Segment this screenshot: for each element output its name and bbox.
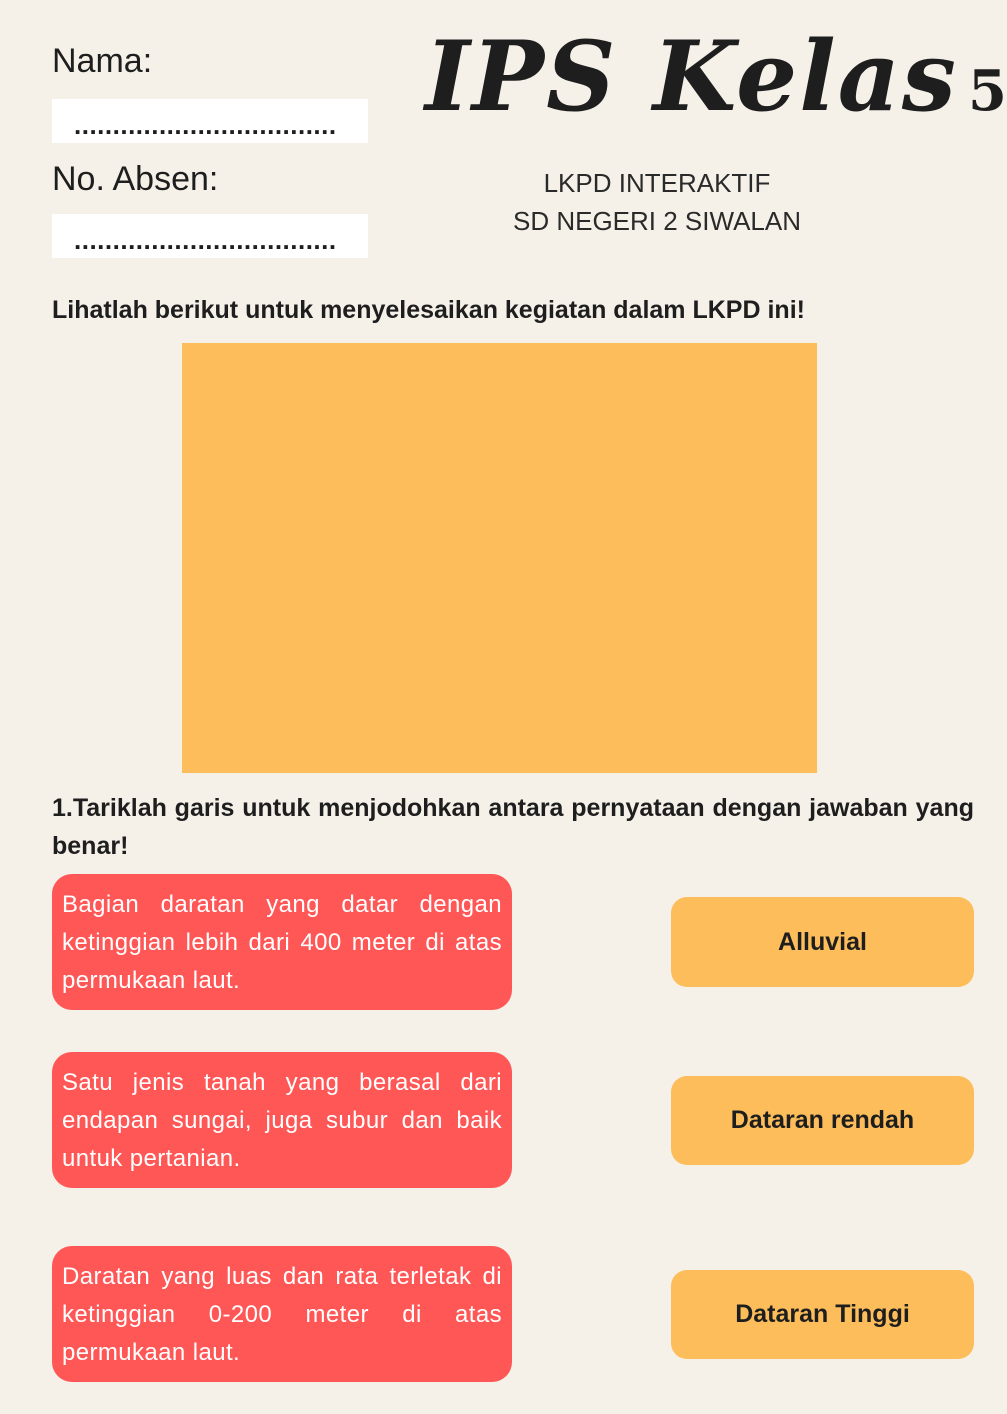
- absen-label: No. Absen:: [52, 160, 219, 198]
- statement-card-2[interactable]: Satu jenis tanah yang berasal dari endapan sungai, juga subur dan baik untuk pertanian.: [52, 1052, 512, 1188]
- question-text: 1.Tariklah garis untuk menjodohkan antara pernyataan dengan jawaban yang benar!: [52, 794, 974, 860]
- instruction-text: Lihatlah berikut untuk menyelesaikan kegiatan dalam LKPD ini!: [52, 296, 805, 324]
- answer-card-dataran-rendah[interactable]: Dataran rendah: [671, 1076, 974, 1165]
- statement-card-3[interactable]: Daratan yang luas dan rata terletak di ketinggian 0-200 meter di atas permukaan laut.: [52, 1246, 512, 1382]
- statement-card-1[interactable]: Bagian daratan yang datar dengan ketinggian lebih dari 400 meter di atas permukaan laut.: [52, 874, 512, 1010]
- illustration-image: [182, 343, 817, 773]
- name-input[interactable]: ..................................: [52, 99, 368, 143]
- answer-card-dataran-tinggi[interactable]: Dataran Tinggi: [671, 1270, 974, 1359]
- absen-input[interactable]: ..................................: [52, 214, 368, 258]
- title-text: IPS Kelas: [425, 20, 958, 133]
- answer-card-alluvial[interactable]: Alluvial: [671, 897, 974, 987]
- subtitle-line-1: LKPD INTERAKTIF: [543, 168, 771, 198]
- title-grade-number: 5: [967, 58, 1007, 124]
- name-label: Nama:: [52, 42, 153, 80]
- page-title: [425, 20, 1007, 133]
- subtitle: [457, 164, 857, 240]
- subtitle-line-2: SD NEGERI 2 SIWALAN: [513, 206, 801, 236]
